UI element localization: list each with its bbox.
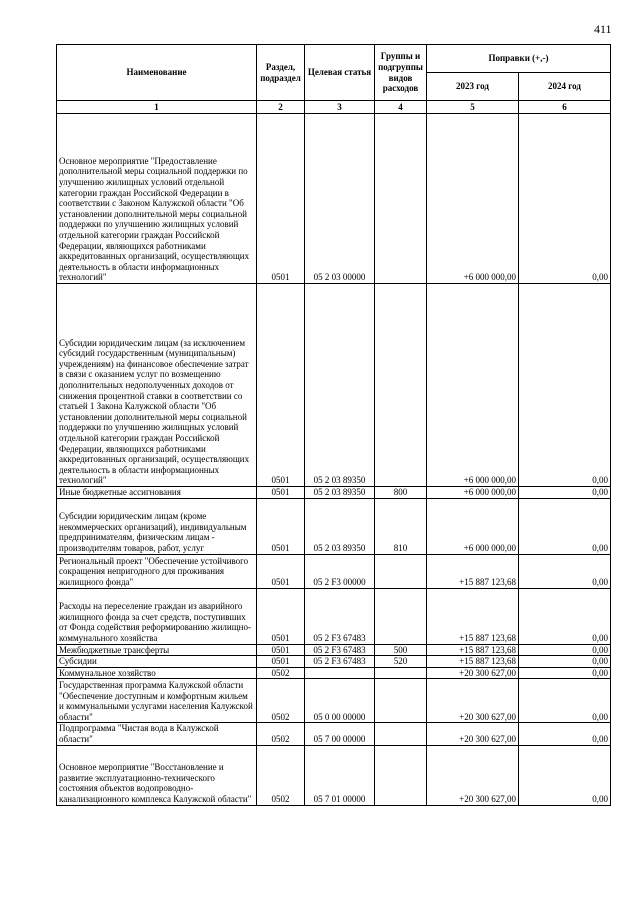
row-amount-2024: 0,00 bbox=[519, 498, 611, 554]
row-name: Коммунальное хозяйство bbox=[57, 667, 257, 679]
row-expense-group bbox=[375, 723, 427, 745]
row-amount-2024: 0,00 bbox=[519, 554, 611, 588]
row-expense-group bbox=[375, 284, 427, 487]
row-amount-2024: 0,00 bbox=[519, 588, 611, 644]
row-amount-2024: 0,00 bbox=[519, 745, 611, 805]
row-section: 0501 bbox=[257, 588, 305, 644]
row-name: Субсидии bbox=[57, 656, 257, 668]
header-groups: Группы и подгруппы видов расходов bbox=[375, 45, 427, 101]
row-amount-2023: +15 887 123,68 bbox=[427, 588, 519, 644]
row-target-article: 05 2 F3 67483 bbox=[305, 656, 375, 668]
row-target-article: 05 7 01 00000 bbox=[305, 745, 375, 805]
column-number: 3 bbox=[305, 101, 375, 114]
row-amount-2023: +15 887 123,68 bbox=[427, 656, 519, 668]
row-amount-2024: 0,00 bbox=[519, 679, 611, 723]
table-row bbox=[57, 487, 611, 499]
row-expense-group: 810 bbox=[375, 498, 427, 554]
header-section: Раздел, подраздел bbox=[257, 45, 305, 101]
row-amount-2023: +6 000 000,00 bbox=[427, 114, 519, 284]
row-amount-2024: 0,00 bbox=[519, 723, 611, 745]
row-name: Субсидии юридическим лицам (кроме некоммерческих организаций), индивидуальным предпринимателям, физическим лицам - производителям товаров, работ, услуг bbox=[57, 498, 257, 554]
row-section: 0502 bbox=[257, 723, 305, 745]
row-target-article: 05 2 03 89350 bbox=[305, 487, 375, 499]
row-name: Региональный проект "Обеспечение устойчивого сокращения непригодного для проживания жилищного фонда" bbox=[57, 554, 257, 588]
table-row bbox=[57, 679, 611, 723]
row-target-article: 05 2 03 89350 bbox=[305, 284, 375, 487]
row-amount-2024: 0,00 bbox=[519, 284, 611, 487]
row-amount-2024: 0,00 bbox=[519, 644, 611, 656]
row-section: 0501 bbox=[257, 644, 305, 656]
header-year-2024: 2024 год bbox=[519, 73, 611, 101]
row-name: Субсидии юридическим лицам (за исключением субсидий государственным (муниципальным) учреждениям) на финансовое обеспечение затрат в связи с оказанием услуг по возмещению дополнительных недополученных доходов от снижения процентной ставки в соответствии со статьей 1 Закона Калужской области "Об установлении дополнительной меры социальной поддержки по улучшению жилищных условий отдельной категории граждан Российской Федерации, являющихся работниками аккредитованных организаций, осуществляющих деятельность в области информационных технологий" bbox=[57, 284, 257, 487]
row-name: Межбюджетные трансферты bbox=[57, 644, 257, 656]
row-expense-group bbox=[375, 745, 427, 805]
row-name: Иные бюджетные ассигнования bbox=[57, 487, 257, 499]
row-amount-2023: +20 300 627,00 bbox=[427, 723, 519, 745]
row-expense-group bbox=[375, 588, 427, 644]
row-amount-2024: 0,00 bbox=[519, 487, 611, 499]
row-name: Основное мероприятие "Предоставление дополнительной меры социальной поддержки по улучшению жилищных условий отдельной категории граждан Российской Федерации в соответствии с Законом Калужской области "Об установлении дополнительной меры социальной поддержки по улучшению жилищных условий отдельной категории граждан Российской Федерации, являющихся работниками аккредитованных организаций, осуществляющих деятельность в области информационных технологий" bbox=[57, 114, 257, 284]
row-target-article: 05 7 00 00000 bbox=[305, 723, 375, 745]
header-target: Целевая статья bbox=[305, 45, 375, 101]
table-row bbox=[57, 554, 611, 588]
budget-amendments-table bbox=[56, 44, 611, 806]
row-name: Подпрограмма "Чистая вода в Калужской области" bbox=[57, 723, 257, 745]
table-row bbox=[57, 667, 611, 679]
row-expense-group bbox=[375, 667, 427, 679]
table-row bbox=[57, 656, 611, 668]
row-amount-2023: +15 887 123,68 bbox=[427, 644, 519, 656]
row-name: Расходы на переселение граждан из аварийного жилищного фонда за счет средств, поступивших от Фонда содействия реформированию жилищно-коммунального хозяйства bbox=[57, 588, 257, 644]
row-target-article: 05 2 03 00000 bbox=[305, 114, 375, 284]
table-row bbox=[57, 644, 611, 656]
row-section: 0501 bbox=[257, 114, 305, 284]
column-number: 4 bbox=[375, 101, 427, 114]
column-number: 5 bbox=[427, 101, 519, 114]
table-row bbox=[57, 588, 611, 644]
row-target-article: 05 2 F3 00000 bbox=[305, 554, 375, 588]
header-name: Наименование bbox=[57, 45, 257, 101]
table-row bbox=[57, 284, 611, 487]
row-expense-group bbox=[375, 554, 427, 588]
row-section: 0502 bbox=[257, 667, 305, 679]
row-expense-group bbox=[375, 679, 427, 723]
row-amount-2023: +20 300 627,00 bbox=[427, 745, 519, 805]
row-section: 0501 bbox=[257, 487, 305, 499]
table-row bbox=[57, 498, 611, 554]
row-target-article: 05 2 F3 67483 bbox=[305, 644, 375, 656]
row-target-article bbox=[305, 667, 375, 679]
row-name: Государственная программа Калужской области "Обеспечение доступным и комфортным жильем и коммунальными услугами населения Калужской области" bbox=[57, 679, 257, 723]
row-section: 0501 bbox=[257, 498, 305, 554]
row-expense-group: 800 bbox=[375, 487, 427, 499]
row-target-article: 05 2 03 89350 bbox=[305, 498, 375, 554]
row-amount-2023: +6 000 000,00 bbox=[427, 284, 519, 487]
row-expense-group: 500 bbox=[375, 644, 427, 656]
column-number: 6 bbox=[519, 101, 611, 114]
header-amendments: Поправки (+,-) bbox=[427, 45, 611, 73]
page-number: 411 bbox=[594, 22, 612, 36]
row-section: 0502 bbox=[257, 745, 305, 805]
row-expense-group: 520 bbox=[375, 656, 427, 668]
row-amount-2024: 0,00 bbox=[519, 114, 611, 284]
row-amount-2023: +6 000 000,00 bbox=[427, 498, 519, 554]
table-row bbox=[57, 114, 611, 284]
row-amount-2023: +20 300 627,00 bbox=[427, 679, 519, 723]
row-amount-2023: +6 000 000,00 bbox=[427, 487, 519, 499]
row-section: 0501 bbox=[257, 284, 305, 487]
row-target-article: 05 2 F3 67483 bbox=[305, 588, 375, 644]
column-number: 1 bbox=[57, 101, 257, 114]
table-row bbox=[57, 723, 611, 745]
row-section: 0501 bbox=[257, 554, 305, 588]
row-name: Основное мероприятие "Восстановление и развитие эксплуатационно-технического состояния объектов водопроводно-канализационного комплекса Калужской области" bbox=[57, 745, 257, 805]
row-amount-2024: 0,00 bbox=[519, 667, 611, 679]
row-target-article: 05 0 00 00000 bbox=[305, 679, 375, 723]
row-amount-2024: 0,00 bbox=[519, 656, 611, 668]
table-row bbox=[57, 745, 611, 805]
header-year-2023: 2023 год bbox=[427, 73, 519, 101]
row-section: 0501 bbox=[257, 656, 305, 668]
row-amount-2023: +15 887 123,68 bbox=[427, 554, 519, 588]
row-expense-group bbox=[375, 114, 427, 284]
row-section: 0502 bbox=[257, 679, 305, 723]
column-number: 2 bbox=[257, 101, 305, 114]
row-amount-2023: +20 300 627,00 bbox=[427, 667, 519, 679]
